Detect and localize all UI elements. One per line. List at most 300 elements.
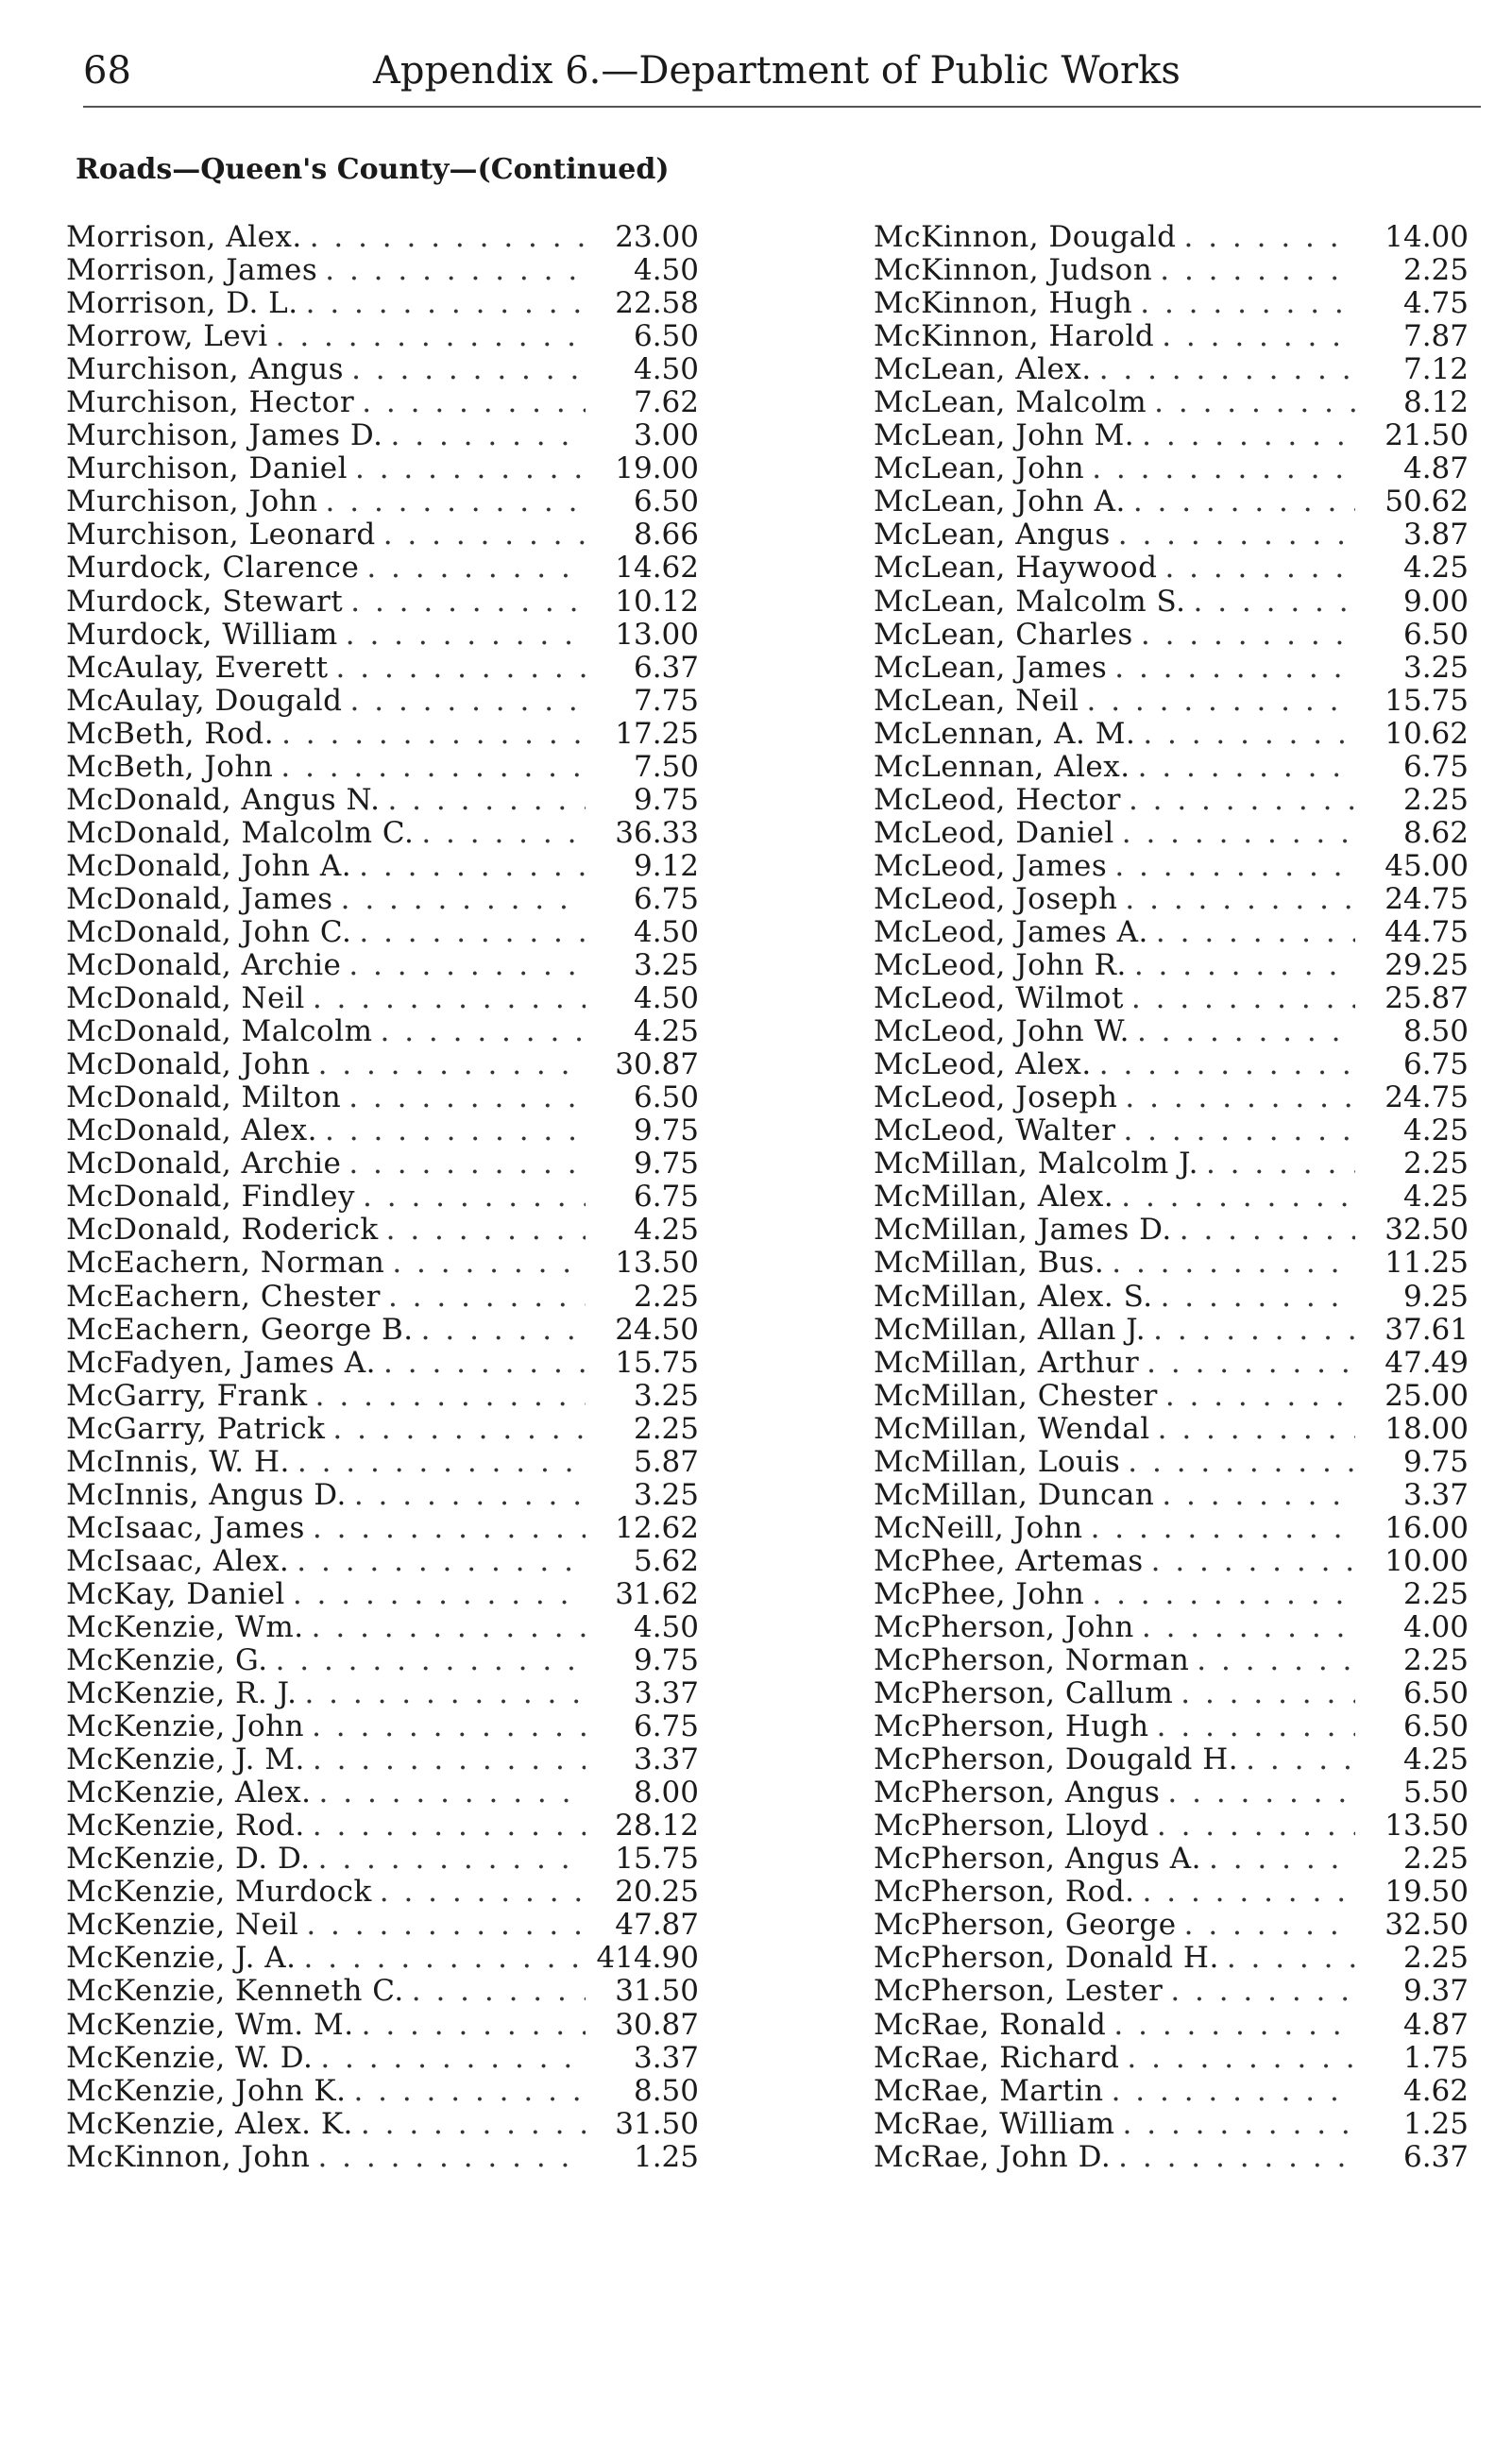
dot-leader [317,2141,586,2174]
payment-amount: 24.50 [615,1312,699,1347]
payment-amount: 4.87 [1402,451,1469,486]
payment-amount: 10.00 [1385,1543,1469,1578]
payment-amount: 4.25 [1402,1742,1469,1777]
payment-amount: 6.50 [1402,1676,1469,1711]
dot-leader [346,619,586,652]
dot-leader [351,353,586,386]
payee-name: McKenzie, W. D. [66,2040,314,2075]
payee-name: McDonald, Neil [66,981,305,1016]
dot-leader [1112,2075,1355,2108]
list-item [874,1479,1469,1512]
list-item [66,1181,699,1214]
payee-name: Murchison, Daniel [66,451,348,486]
list-item [66,452,699,485]
dot-leader [1123,2108,1355,2141]
payee-name: McBeth, Rod. [66,716,275,751]
dot-leader [319,1776,586,1810]
dot-leader [1161,1281,1355,1314]
payee-name: McLeod, Daniel [874,815,1114,850]
list-item [874,883,1469,916]
dot-leader [1156,916,1355,949]
payment-amount: 31.50 [615,2106,699,2141]
dot-leader [313,1810,586,1843]
list-item [874,1314,1469,1347]
payment-amount: 12.62 [615,1510,699,1545]
payment-amount: 4.62 [1402,2073,1469,2108]
dot-leader [306,287,586,320]
list-item [66,518,699,552]
list-item [66,2108,699,2141]
dot-leader [383,518,586,552]
payment-amount: 37.61 [1385,1312,1469,1347]
payment-amount: 32.50 [1385,1908,1469,1943]
payment-amount: 6.75 [633,881,699,916]
payment-amount: 7.62 [633,385,699,420]
dot-leader [1170,1975,1355,2008]
dot-leader [387,784,586,817]
dot-leader [304,1677,586,1710]
list-item [874,1214,1469,1247]
payee-name: McGarry, Frank [66,1378,308,1413]
payment-amount: 4.87 [1402,2007,1469,2042]
dot-leader [1147,1347,1355,1380]
payment-amount: 8.00 [633,1776,699,1810]
payee-name: McMillan, Louis [874,1444,1121,1479]
list-item [66,2075,699,2108]
payment-amount: 20.25 [615,1875,699,1910]
dot-leader [310,221,586,254]
payment-amount: 4.75 [1402,286,1469,321]
payment-amount: 9.75 [633,1147,699,1181]
dot-leader [320,2042,586,2075]
list-item [874,1909,1469,1942]
dot-leader [1246,1743,1355,1776]
dot-leader [348,1147,586,1181]
dot-leader [1112,1247,1355,1280]
payment-amount: 13.50 [1385,1809,1469,1844]
payee-name: McDonald, Alex. [66,1113,318,1148]
payee-name: McPherson, Angus A. [874,1842,1202,1877]
list-item [66,1578,699,1611]
payee-name: McLennan, Alex. [874,749,1130,784]
payment-amount: 5.62 [633,1543,699,1578]
payee-name: McMillan, Arthur [874,1345,1140,1380]
payment-amount: 4.25 [1402,1113,1469,1148]
dot-leader [1184,1909,1355,1942]
payee-name: McDonald, John C. [66,914,352,949]
payee-name: McMillan, Duncan [874,1477,1155,1512]
payment-amount: 8.50 [1402,1014,1469,1049]
payee-name: McKinnon, Dougald [874,220,1177,254]
dot-leader [1142,1611,1355,1644]
payment-amount: 9.00 [1402,584,1469,619]
list-item [66,751,699,784]
dot-leader [326,485,586,518]
payment-amount: 21.50 [1385,418,1469,453]
payee-name: McDonald, John [66,1047,311,1082]
payee-name: McFadyen, James A. [66,1345,377,1380]
payee-name: McLean, Malcolm S. [874,584,1186,619]
payee-name: McKenzie, Alex. K. [66,2106,353,2141]
dot-leader [336,652,586,685]
list-item [874,1281,1469,1314]
list-item [874,1446,1469,1479]
payment-amount: 6.50 [1402,1709,1469,1744]
dot-leader [318,1048,586,1081]
payee-name: Murdock, William [66,617,338,652]
payment-amount: 7.12 [1402,352,1469,387]
payee-name: McPherson, Angus [874,1776,1161,1810]
payment-amount: 31.50 [615,1974,699,2009]
dot-leader [1143,718,1355,751]
payee-name: McPherson, John [874,1609,1134,1644]
dot-leader [1134,949,1355,982]
list-item [874,784,1469,817]
list-item [874,850,1469,883]
payment-amount: 414.90 [596,1941,699,1976]
list-item [874,2108,1469,2141]
list-item [874,1876,1469,1909]
list-item [874,419,1469,452]
payee-name: McMillan, Chester [874,1378,1158,1413]
list-item [874,1512,1469,1545]
list-item [66,386,699,419]
dot-leader [313,982,586,1015]
list-item [66,2141,699,2174]
payment-amount: 2.25 [1402,253,1469,288]
list-item [874,1114,1469,1147]
list-item [66,353,699,386]
list-item [66,1876,699,1909]
payee-name: McEachern, George B. [66,1312,414,1347]
list-item [874,1545,1469,1578]
payee-name: Murchison, John [66,484,318,519]
payment-amount: 28.12 [615,1809,699,1844]
payee-name: McKenzie, Wm. [66,1609,304,1644]
payment-amount: 25.87 [1385,981,1469,1016]
payment-amount: 4.25 [633,1014,699,1049]
dot-leader [421,1314,586,1347]
dot-leader [1121,1181,1355,1214]
dot-leader [1209,1843,1355,1876]
payment-amount: 6.75 [1402,1047,1469,1082]
payment-amount: 3.37 [633,1676,699,1711]
payee-name: McRae, William [874,2106,1115,2141]
payment-amount: 11.25 [1385,1246,1469,1281]
header-rule [83,106,1481,108]
payment-amount: 45.00 [1385,848,1469,883]
list-item [874,1247,1469,1280]
payment-amount: 8.12 [1402,385,1469,420]
payee-name: McDonald, Roderick [66,1213,379,1248]
dot-leader [1162,1479,1355,1512]
payment-amount: 32.50 [1385,1213,1469,1248]
list-item [874,1710,1469,1743]
payment-amount: 6.50 [633,319,699,354]
payment-amount: 8.66 [633,518,699,552]
dot-leader [304,1942,586,1975]
list-item [66,1015,699,1048]
dot-leader [421,817,586,850]
dot-leader [1118,518,1355,552]
payee-name: McPherson, Donald H. [874,1941,1219,1976]
payment-amount: 9.37 [1402,1974,1469,2009]
payment-amount: 24.75 [1385,1080,1469,1115]
dot-leader [315,1380,586,1413]
payment-amount: 30.87 [615,1047,699,1082]
dot-leader [276,1644,586,1677]
payee-name: Murchison, James D. [66,418,383,453]
payment-amount: 7.87 [1402,319,1469,354]
dot-leader [1125,1081,1355,1114]
payee-name: McMillan, Malcolm J. [874,1147,1198,1181]
payee-name: McKenzie, Neil [66,1908,299,1943]
payment-amount: 10.62 [1385,716,1469,751]
payee-name: McPherson, Lloyd [874,1809,1149,1844]
payment-amount: 24.75 [1385,881,1469,916]
list-item [66,2042,699,2075]
payee-name: McPherson, Hugh [874,1709,1149,1744]
payment-amount: 3.25 [633,948,699,983]
dot-leader [318,1843,586,1876]
payee-name: McLean, John A. [874,484,1126,519]
dot-leader [1137,1015,1355,1048]
payment-amount: 6.37 [1402,2139,1469,2174]
dot-leader [348,1081,586,1114]
payment-amount: 50.62 [1385,484,1469,519]
payment-amount: 19.50 [1385,1875,1469,1910]
dot-leader [306,1909,586,1942]
payee-name: McDonald, Malcolm C. [66,815,415,850]
payee-name: McRae, Richard [874,2040,1120,2075]
list-item [874,586,1469,619]
list-item [66,1512,699,1545]
list-item [874,518,1469,552]
dot-leader [1114,850,1355,883]
payment-amount: 29.25 [1385,948,1469,983]
dot-leader [312,1710,586,1743]
payee-name: McKenzie, Kenneth C. [66,1974,404,2009]
dot-leader [297,1545,586,1578]
payee-name: McLean, Angus [874,518,1111,552]
dot-leader [312,1611,586,1644]
dot-leader [386,1214,586,1247]
list-item [66,718,699,751]
payee-name: McRae, Ronald [874,2007,1107,2042]
dot-leader [332,1413,586,1446]
dot-leader [1157,1810,1355,1843]
list-item [874,1743,1469,1776]
list-item [66,1247,699,1280]
dot-leader [325,1114,586,1147]
list-item [66,419,699,452]
list-item [874,916,1469,949]
payee-name: McMillan, Alex. [874,1180,1114,1215]
dot-leader [280,751,586,784]
list-item [66,1314,699,1347]
payee-name: McDonald, Archie [66,1147,342,1181]
payee-name: McKinnon, John [66,2139,311,2174]
list-item [874,1380,1469,1413]
list-item [66,1446,699,1479]
list-item [66,1975,699,2008]
dot-leader [354,1479,586,1512]
dot-leader [1154,386,1355,419]
payment-amount: 14.00 [1385,220,1469,254]
payee-name: McPherson, Lester [874,1974,1164,2009]
payment-amount: 6.75 [1402,749,1469,784]
dot-leader [1162,320,1355,353]
payee-name: McLeod, John W. [874,1014,1130,1049]
list-item [66,883,699,916]
dot-leader [1092,452,1355,485]
payment-amount: 3.37 [1402,1477,1469,1512]
dot-leader [353,2075,586,2108]
list-item [874,1942,1469,1975]
list-item [66,1743,699,1776]
payee-name: McLean, Neil [874,683,1079,718]
list-item [874,1015,1469,1048]
left-column [66,221,699,2174]
payment-amount: 7.50 [633,749,699,784]
list-item [66,784,699,817]
payment-amount: 5.50 [1402,1776,1469,1810]
payment-amount: 30.87 [615,2007,699,2042]
list-item [874,1147,1469,1181]
list-item [874,2042,1469,2075]
dot-leader [1141,619,1355,652]
payment-amount: 9.75 [633,782,699,817]
list-item [874,1181,1469,1214]
payee-name: McPherson, Dougald H. [874,1742,1239,1777]
payee-name: McDonald, John A. [66,848,352,883]
list-item [874,1347,1469,1380]
dot-leader [1164,552,1355,585]
payment-amount: 2.25 [633,1279,699,1314]
list-item [66,916,699,949]
dot-leader [412,1975,586,2008]
payee-name: McLean, John [874,451,1085,486]
list-item [66,1644,699,1677]
payee-name: McEachern, Chester [66,1279,381,1314]
dot-leader [355,452,586,485]
payment-amount: 3.00 [633,418,699,453]
payment-amount: 1.75 [1402,2040,1469,2075]
dot-leader [1127,2042,1355,2075]
page-number: 68 [83,49,131,93]
dot-leader [1138,751,1355,784]
payment-amount: 15.75 [615,1842,699,1877]
list-item [66,1281,699,1314]
payee-name: McPherson, George [874,1908,1177,1943]
dot-leader [1099,353,1355,386]
payee-name: McKenzie, Alex. [66,1776,312,1810]
payee-name: McKenzie, Murdock [66,1875,372,1910]
payee-name: McLennan, A. M. [874,716,1136,751]
payment-amount: 3.37 [633,1742,699,1777]
dot-leader [1128,1446,1355,1479]
list-item [66,485,699,518]
dot-leader [1157,1710,1355,1743]
dot-leader [276,320,586,353]
list-item [66,1114,699,1147]
dot-leader [1133,485,1355,518]
list-item [874,386,1469,419]
list-item [874,1413,1469,1446]
list-item [66,1147,699,1181]
dot-leader [1194,586,1355,619]
payee-name: McKenzie, John K. [66,2073,347,2108]
payee-name: Morrison, D. L. [66,286,298,321]
payment-amount: 6.50 [633,484,699,519]
payee-name: McGarry, Patrick [66,1411,326,1446]
list-item [66,850,699,883]
payee-name: Murchison, Leonard [66,518,376,552]
payment-amount: 23.00 [615,220,699,254]
dot-leader [1125,883,1355,916]
list-item [66,1347,699,1380]
payment-amount: 9.12 [633,848,699,883]
payee-name: Murchison, Angus [66,352,345,387]
payee-name: McLean, James [874,650,1108,685]
payment-amount: 4.50 [633,253,699,288]
list-item [874,254,1469,287]
payment-amount: 22.58 [615,286,699,321]
list-item [66,1611,699,1644]
list-item [66,619,699,652]
dot-leader [388,1281,586,1314]
dot-leader [297,1446,586,1479]
list-item [874,751,1469,784]
list-item [874,1081,1469,1114]
list-item [66,1081,699,1114]
payee-name: McKinnon, Harold [874,319,1155,354]
payee-name: Morrison, Alex. [66,220,302,254]
list-item [66,685,699,718]
dot-leader [1092,1578,1355,1611]
payee-name: McRae, Martin [874,2073,1104,2108]
list-item [66,1380,699,1413]
payment-amount: 13.00 [615,617,699,652]
list-item [66,1909,699,1942]
dot-leader [362,2009,586,2042]
list-item [874,1644,1469,1677]
payment-amount: 15.75 [1385,683,1469,718]
payment-amount: 47.49 [1385,1345,1469,1380]
list-item [874,221,1469,254]
payment-amount: 4.50 [633,981,699,1016]
list-item [66,652,699,685]
payee-name: McKenzie, Rod. [66,1809,305,1844]
dot-leader [359,850,586,883]
list-item [66,1710,699,1743]
right-column [874,221,1469,2174]
dot-leader [1206,1147,1355,1181]
dot-leader [381,1015,586,1048]
dot-leader [1129,784,1355,817]
payment-amount: 8.62 [1402,815,1469,850]
payment-amount: 3.25 [633,1477,699,1512]
payment-amount: 6.50 [633,1080,699,1115]
payee-name: McLean, Malcolm [874,385,1147,420]
list-item [874,2009,1469,2042]
payee-name: McKinnon, Judson [874,253,1153,288]
payee-name: McKay, Daniel [66,1576,285,1611]
list-item [874,1810,1469,1843]
list-item [66,1677,699,1710]
list-item [66,1942,699,1975]
dot-leader [1122,817,1355,850]
